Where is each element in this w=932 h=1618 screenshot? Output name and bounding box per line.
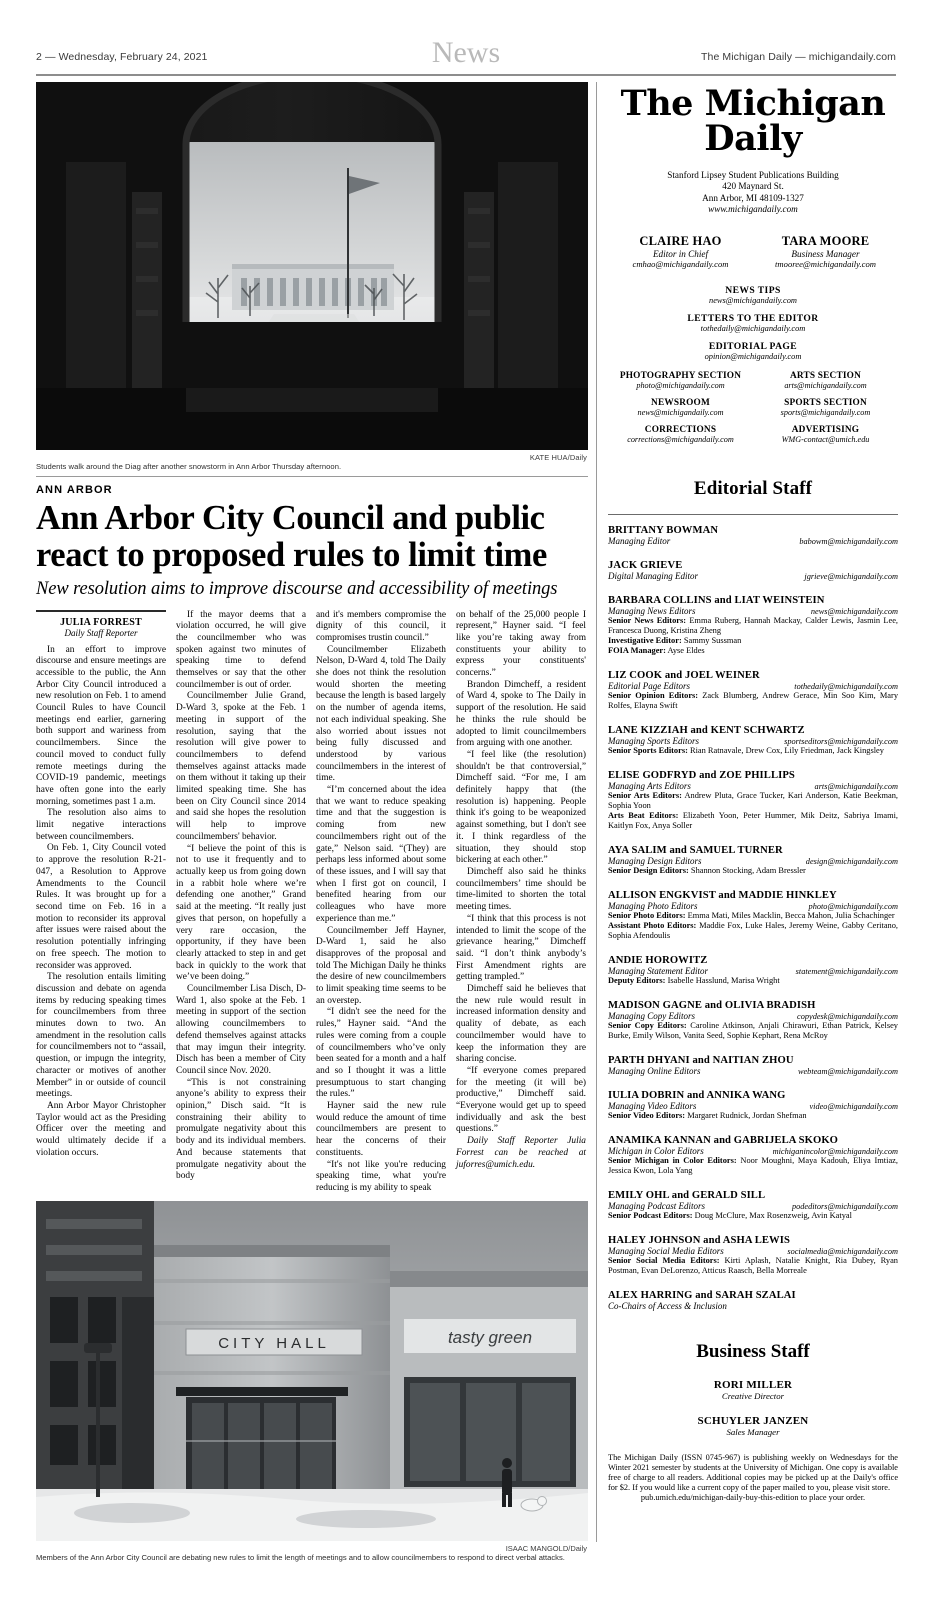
staff-block: [608, 1235, 898, 1276]
editorial-staff-rule: [608, 514, 898, 515]
publication-address: [608, 170, 898, 216]
contact-heading: LETTERS TO THE EDITOR: [687, 312, 819, 324]
page-folio: [36, 36, 896, 70]
staff-block-role-row: [608, 1066, 898, 1076]
section-contacts: [608, 371, 898, 452]
staff-block-email[interactable]: photo@michigandaily.com: [808, 901, 898, 911]
section-heading: SPORTS SECTION: [784, 397, 867, 408]
business-person-role: Sales Manager: [726, 1426, 780, 1437]
section-heading: CORRECTIONS: [644, 424, 717, 435]
staff-block-names: LIZ COOK and JOEL WEINER: [608, 669, 760, 681]
staff-block-email[interactable]: socialmedia@michigandaily.com: [787, 1246, 898, 1256]
byline-rule: [36, 610, 166, 612]
staff-block-role: Co-Chairs of Access & Inclusion: [608, 1300, 727, 1311]
diag-photo-artwork: [36, 82, 588, 450]
editorial-staff-title: Editorial Staff: [693, 477, 813, 499]
staff-block-names: ELISE GODFRYD and ZOE PHILLIPS: [608, 769, 795, 781]
diag-photo-caption: Students walk around the Diag after another snowstorm in Ann Arbor Thursday afternoon.: [36, 462, 342, 471]
contact-heading: EDITORIAL PAGE: [708, 340, 798, 352]
section-heading: ARTS SECTION: [789, 370, 862, 381]
leader-business-manager: [753, 234, 898, 269]
staff-block: [608, 1290, 898, 1311]
paragraph: Brandon Dimcheff, a resident of Ward 4, spoke to The Daily in support of the resolution. He said he thinks the rule should be adopted to limit councilmembers from arguing with one another.: [456, 679, 586, 749]
staff-block-subline: Senior Sports Editors: Rian Ratnavale, Drew Cox, Lily Friedman, Jack Kingsley: [608, 745, 884, 755]
business-person: [608, 1379, 898, 1401]
folio-publication: The Michigan Daily — michigandaily.com: [700, 51, 896, 63]
contact-heading: NEWS TIPS: [725, 284, 781, 296]
byline-author: JULIA FORREST: [60, 616, 142, 628]
staff-block-role: Managing Photo Editors: [608, 900, 698, 911]
masthead-column: [608, 82, 898, 1503]
staff-block: [608, 770, 898, 831]
business-person-name: RORI MILLER: [713, 1378, 793, 1391]
paragraph: Councilmember Jeff Hayner, D-Ward 1, said he also disapproves of the proposal and told The Michigan Daily he thinks the desire of new councilmembers to limit speaking time seems to be an overstep.: [316, 925, 446, 1006]
staff-block-email[interactable]: jgrieve@michigandaily.com: [804, 571, 898, 581]
website-url[interactable]: www.michigandaily.com: [708, 204, 798, 215]
staff-block-email[interactable]: arts@michigandaily.com: [814, 781, 898, 791]
leader-email[interactable]: tmooree@michigandaily.com: [775, 258, 876, 269]
storefront-sign-text: tasty green: [447, 1327, 533, 1347]
staff-block-role: Digital Managing Editor: [608, 570, 698, 581]
folio-section-word: News: [431, 36, 501, 69]
staff-block-subline: Senior Opinion Editors: Zack Blumberg, Andrew Gerace, Min Soo Kim, Mary Rolfes, Elayna Swift: [608, 690, 899, 710]
staff-block-subline: Senior News Editors: Emma Ruberg, Hannah Mackay, Calder Lewis, Jasmin Lee, Francesca Duong, Kristina Zheng: [608, 615, 899, 635]
staff-block-role-row: [608, 536, 898, 546]
editorial-staff-list: [608, 525, 898, 1311]
business-person: [608, 1415, 898, 1437]
diag-photo: [36, 82, 588, 450]
paragraph: “I believe the point of this is not to use it frequently and to actually keep us from going down in a rabbit hole where we’re defending one another,” Grand said at the meeting. “It really just gives that person, on hopefully a very rare occasion, the opportunity, if they have been clearly attacked to step in and get back in quickly to the work that we’ve been doing.”: [176, 843, 306, 983]
staff-block: [608, 1190, 898, 1221]
paragraph: “It's not like you're reducing speaking time, what you're reducing is my ability to speak: [316, 1159, 446, 1193]
staff-block: [608, 725, 898, 756]
business-person-name: SCHUYLER JANZEN: [697, 1414, 809, 1427]
paragraph: “I didn't see the need for the rules,” Hayner said. “And the rules were coming from a couple of councilmembers who’ve only been seated for a month and a half and so I thought it was a little presumptuous to start changing the rules.”: [316, 1007, 446, 1100]
staff-block-subline: Senior Design Editors: Shannon Stocking, Adam Bressler: [608, 865, 806, 875]
paragraph: Councilmember Julie Grand, D-Ward 3, spoke at the Feb. 1 meeting in support of the resolution, saying that the resolution will give power to councilmembers to defend themselves against attacks made on them without it taking up their limited speaking time. She has been on City Council since 2014 and said she hopes the resolution will help to improve councilmembers' behavior.: [176, 691, 306, 842]
business-staff-title: Business Staff: [696, 1340, 810, 1362]
paragraph: Dimcheff also said he thinks councilmembers’ time should be time-limited to shorten the total meeting times.: [456, 867, 586, 913]
staff-block-names: HALEY JOHNSON and ASHA LEWIS: [608, 1234, 790, 1246]
staff-block-role-row: [608, 736, 898, 746]
column-divider: [596, 82, 597, 1542]
staff-block-subline: Senior Photo Editors: Emma Mati, Miles Macklin, Becca Mahon, Julia Schachinger: [608, 910, 895, 920]
staff-block: [608, 1000, 898, 1041]
city-hall-photo-artwork: [36, 1201, 588, 1541]
leader-name: CLAIRE HAO: [639, 233, 722, 248]
staff-block-names: ALEX HARRING and SARAH SZALAI: [608, 1289, 796, 1301]
staff-block-role: Managing News Editors: [608, 605, 696, 616]
staff-block-role-row: [608, 1146, 898, 1156]
staff-block: [608, 955, 898, 986]
article-column-3: [316, 610, 446, 1195]
business-person-role: Creative Director: [721, 1390, 785, 1401]
reporter-contact: Daily Staff Reporter Julia Forrest can be reached at juforres@umich.edu.: [456, 1136, 586, 1170]
caption-rule: [36, 476, 588, 477]
folio-rule: [36, 74, 896, 76]
paragraph: Councilmember Lisa Disch, D-Ward 1, also spoke at the Feb. 1 meeting in support of the section allowing councilmembers to defend themselves against attacks that may imgun their integrity. Disch has been a member of City Council since Nov. 2020.: [176, 984, 306, 1076]
article-kicker: ANN ARBOR: [36, 484, 113, 496]
staff-block-role: Managing Social Media Editors: [608, 1245, 724, 1256]
staff-block-names: AYA SALIM and SAMUEL TURNER: [608, 844, 783, 856]
section-email[interactable]: corrections@michigandaily.com: [627, 434, 734, 444]
paragraph: Hayner said the new rule would reduce the amount of time councilmembers are present to hear the concerns of their constituents.: [316, 1101, 446, 1158]
section-heading: ADVERTISING: [791, 424, 860, 435]
staff-block-subline: Senior Podcast Editors: Doug McClure, Max Rosenzweig, Avin Katyal: [608, 1210, 852, 1220]
colophon-last-line: pub.umich.edu/michigan-daily-buy-this-edition to place your order.: [640, 1492, 866, 1502]
section-email[interactable]: arts@michigandaily.com: [784, 380, 867, 390]
paragraph: The resolution entails limiting discussion and debate on agenda items by reducing speaking times for councilmembers from three minutes down to two. An amendment in the resolution calls for councilmembers not to “assail, question, or impugn the integrity, character or motives of another Member” in or outside of council meetings.: [36, 972, 166, 1100]
article-subhead: New resolution aims to improve discourse and accessibility of meetings: [36, 578, 558, 599]
staff-block-email[interactable]: news@michigandaily.com: [810, 606, 898, 616]
paragraph: “I think that this process is not intended to limit the scope of the grievance hearing,” Dimcheff said. “I don’t think anybody’s First Amendment rights are getting trampled.”: [456, 913, 586, 983]
leader-role: Editor in Chief: [652, 248, 709, 259]
staff-block-subline: Deputy Editors: Isabelle Hasslund, Marisa Wright: [608, 975, 780, 985]
staff-block-role-row: [608, 966, 898, 976]
paragraph: The resolution also aims to limit negative interactions between councilmembers.: [36, 808, 166, 842]
staff-block-role-row: [608, 901, 898, 911]
staff-block-role-row: [608, 856, 898, 866]
paragraph: on behalf of the 25,000 people I represent,” Hayner said. “I feel like you’re taking away from constituents your ability to express your constituents' concerns.”: [456, 609, 586, 679]
paragraph: On Feb. 1, City Council voted to approve the resolution R-21-047, a Resolution to Approve Amendments to the Council Rules. It was brought up for a second time on Feb. 16 in a motion to reconsider its approval after issues were raised about the resolution potentially infringing on free speech. The motion to reconsider was approved.: [36, 843, 166, 971]
section-heading: NEWSROOM: [651, 397, 710, 408]
section-email[interactable]: WMG-contact@umich.edu: [781, 434, 870, 444]
staff-block-role: Managing Statement Editor: [608, 965, 708, 976]
staff-block-email[interactable]: michiganincolor@michigandaily.com: [772, 1146, 898, 1156]
staff-block: [608, 1135, 898, 1176]
staff-block-names: EMILY OHL and GERALD SILL: [608, 1189, 766, 1201]
leader-email[interactable]: cmhao@michigandaily.com: [632, 258, 729, 269]
staff-block-names: PARTH DHYANI and NAITIAN ZHOU: [608, 1054, 794, 1066]
city-hall-sign-text: CITY HALL: [218, 1334, 330, 1352]
staff-block-subline: Senior Michigan in Color Editors: Noor Moughni, Maya Kadouh, Eliya Imtiaz, Jessica Kwon, Lola Yang: [608, 1155, 898, 1175]
staff-block-role: Managing Copy Editors: [608, 1010, 695, 1021]
paragraph: In an effort to improve discourse and ensure meetings are accessible to the public, the Ann Arbor City Council introduced a new resolution on Feb. 1 to amend Council Rules to have Council meetings end earlier, garnering both support and wariness from councilmembers. Since the council moved to conduct fully remote meetings during the COVID-19 pandemic, meetings have often gone into the early morning, sometimes past 1 a.m.: [36, 644, 166, 807]
staff-block-role: Editorial Page Editors: [608, 680, 690, 691]
staff-block-role-row: [608, 1011, 898, 1021]
article-body: [36, 610, 588, 1195]
staff-block: [608, 595, 898, 656]
paragraph: If the mayor deems that a violation occurred, he will give the councilmember who was spoken against two minutes of speaking time to defend themselves or say that the other councilmember is out of order.: [176, 609, 306, 690]
staff-block-subline: Senior Copy Editors: Caroline Atkinson, Anjali Chirawuri, Ethan Patrick, Kelsey Burke, Emily Wilson, Vanita Seed, Sophie Kephart, Rena McRoy: [608, 1020, 898, 1040]
contact-tips: [608, 285, 898, 361]
colophon: [608, 1453, 898, 1503]
section-heading: PHOTOGRAPHY SECTION: [619, 370, 742, 381]
paragraph: “This is not constraining anyone’s ability to express their opinion,” Disch said. “It is constraining their ability to promulgate negativity about this body and its individual members. And because statements that promulgate negativity about the body: [176, 1077, 306, 1182]
contact-email[interactable]: opinion@michigandaily.com: [704, 351, 802, 361]
staff-block-names: ANAMIKA KANNAN and GABRIJELA SKOKO: [608, 1134, 839, 1146]
paragraph: “If everyone comes prepared for the meeting (it will be) productive,” Dimcheff said. “Everyone would get up to speed individually and ask the best questions.”: [456, 1065, 586, 1135]
staff-block-names: MADISON GAGNE and OLIVIA BRADISH: [608, 999, 816, 1011]
leader-name: TARA MOORE: [781, 233, 870, 248]
staff-block-names: ALLISON ENGKVIST and MADDIE HINKLEY: [608, 889, 837, 901]
staff-block-role: Managing Video Editors: [608, 1100, 697, 1111]
staff-block-role-row: [608, 606, 898, 616]
article-column-4: [456, 610, 586, 1195]
city-hall-photo-caption: Members of the Ann Arbor City Council are debating new rules to limit the length of meetings and to allow councilmembers to respond to direct verbal attacks.: [36, 1552, 565, 1562]
staff-block-role: Managing Online Editors: [608, 1065, 701, 1076]
staff-block: [608, 890, 898, 941]
paragraph: “I’m concerned about the idea that we want to reduce speaking time and that the suggestion is coming from new councilmembers right out of the gate,” Nelson said. “(They) are perhaps less informed about some of these issues, and I will say that when I first got on council, I benefited hearing from our colleagues who have more experience than me.”: [316, 785, 446, 924]
paragraph: “I feel like (the resolution) shouldn't be that controversial,” Dimcheff said. “For me, I am definitely happy that (the resolution is) happening. People think it's going to be weaponized against something, but I don't see it. I think regardless of the situation, they should stop bickering at each other.”: [456, 749, 586, 866]
staff-block-role: Managing Sports Editors: [608, 735, 700, 746]
contact-email[interactable]: tothedaily@michigandaily.com: [700, 323, 806, 333]
paragraph: Ann Arbor Mayor Christopher Taylor would act as the Presiding Officer over the meeting and would ultimately decide if a violation occurs.: [36, 1100, 166, 1158]
staff-block: [608, 560, 898, 581]
staff-block-subline: Senior Arts Editors: Andrew Pluta, Grace Tucker, Kari Anderson, Katie Beekman, Sophia Yoon: [608, 790, 898, 810]
staff-block-email[interactable]: sportseditors@michigandaily.com: [784, 736, 898, 746]
article-column-1: [36, 610, 166, 1195]
staff-block-role-row: [608, 681, 898, 691]
staff-block-subline: FOIA Manager: Ayse Eldes: [608, 645, 705, 655]
staff-block-names: BARBARA COLLINS and LIAT WEINSTEIN: [608, 594, 825, 606]
staff-block-role: Managing Arts Editors: [608, 780, 691, 791]
byline-role: Daily Staff Reporter: [64, 627, 138, 638]
staff-block-subline: Senior Video Editors: Margaret Rudnick, Jordan Shefman: [608, 1110, 807, 1120]
paragraph: Councilmember Elizabeth Nelson, D-Ward 4, told The Daily she does not think the resolution would shorten the meeting because the length is based largely on the number of agenda items, not each individual speaking. She also worried about issues not being fully discussed and understood by various councilmembers in the interest of time.: [316, 644, 446, 784]
staff-block-role: Managing Design Editors: [608, 855, 702, 866]
colophon-body: The Michigan Daily (ISSN 0745-967) is publishing weekly on Wednesdays for the Winter 2021 semester by students at the University of Michigan. One copy is available free of charge to all readers. Additional copies may be picked up at the Daily's office for $2. If you would like a current copy of the paper mailed to you, please visit store.: [608, 1452, 898, 1492]
article-headline: Ann Arbor City Council and public react to proposed rules to limit time: [36, 499, 547, 574]
section-contacts-left: [608, 371, 753, 452]
staff-block-role: Michigan in Color Editors: [608, 1145, 704, 1156]
staff-block-role-row: [608, 571, 898, 581]
leader-role: Business Manager: [791, 248, 860, 259]
staff-block-role: Managing Podcast Editors: [608, 1200, 705, 1211]
staff-block-names: LANE KIZZIAH and KENT SCHWARTZ: [608, 724, 805, 736]
staff-block-email[interactable]: copydesk@michigandaily.com: [797, 1011, 898, 1021]
address-line: Ann Arbor, MI 48109-1327: [702, 192, 804, 203]
staff-block-email[interactable]: babowm@michigandaily.com: [799, 536, 898, 546]
staff-block-email[interactable]: design@michigandaily.com: [805, 856, 898, 866]
top-leaders: [608, 234, 898, 269]
folio-date: 2 — Wednesday, February 24, 2021: [36, 51, 208, 63]
staff-block: [608, 525, 898, 546]
staff-block-email[interactable]: webteam@michigandaily.com: [797, 1066, 898, 1076]
staff-block-subline: Arts Beat Editors: Elizabeth Yoon, Peter Hummer, Mik Deitz, Sabriya Imami, Kaitlyn Fox, Anya Soller: [608, 810, 898, 830]
staff-block-email[interactable]: podeditors@michigandaily.com: [791, 1201, 898, 1211]
section-email[interactable]: photo@michigandaily.com: [636, 380, 725, 390]
staff-block-names: JACK GRIEVE: [608, 559, 683, 571]
staff-block-subline: Senior Social Media Editors: Kirti Aplash, Natalie Knight, Ria Dubey, Ryan Postman, Evan DeLorenzo, Atticus Raasch, Bella Morreale: [608, 1255, 898, 1275]
staff-block-names: BRITTANY BOWMAN: [608, 524, 719, 536]
staff-block: [608, 845, 898, 876]
staff-block-names: IULIA DOBRIN and ANNIKA WANG: [608, 1089, 786, 1101]
staff-block-subline: Assistant Photo Editors: Maddie Fox, Luke Hales, Jeremy Weine, Gabby Ceritano, Sophia Afendoulis: [608, 920, 899, 940]
staff-block-email[interactable]: statement@michigandaily.com: [795, 966, 898, 976]
address-line: Stanford Lipsey Student Publications Building: [667, 170, 839, 180]
staff-block-role-row: [608, 1301, 898, 1311]
staff-block-subline: Investigative Editor: Sammy Sussman: [608, 635, 742, 645]
staff-block-role-row: [608, 781, 898, 791]
staff-block: [608, 670, 898, 711]
city-hall-photo: [36, 1201, 588, 1541]
staff-block-email[interactable]: video@michigandaily.com: [809, 1101, 898, 1111]
staff-block-role-row: [608, 1201, 898, 1211]
staff-block-email[interactable]: tothedaily@michigandaily.com: [794, 681, 898, 691]
contact-email[interactable]: news@michigandaily.com: [709, 295, 797, 305]
nameplate-text: The Michigan Daily: [620, 83, 886, 159]
city-hall-photo-credit: ISAAC MANGOLD/Daily: [505, 1543, 587, 1553]
editorial-column: [36, 82, 588, 1562]
section-email[interactable]: sports@michigandaily.com: [780, 407, 871, 417]
leader-editor-in-chief: [608, 234, 753, 269]
staff-block-role: Managing Editor: [608, 535, 671, 546]
section-email[interactable]: news@michigandaily.com: [637, 407, 724, 417]
staff-block-names: ANDIE HOROWITZ: [608, 954, 708, 966]
diag-photo-credit: KATE HUA/Daily: [529, 453, 587, 462]
nameplate: [608, 83, 898, 159]
paragraph: Dimcheff said he believes that the new rule would result in increased information density and quality of debate, as each councilmember would have to keep the information they are sharing concise.: [456, 984, 586, 1065]
staff-block: [608, 1090, 898, 1121]
section-contacts-right: [753, 371, 898, 452]
article-column-2: [176, 610, 306, 1195]
staff-block-role-row: [608, 1101, 898, 1111]
address-line: 420 Maynard St.: [722, 181, 784, 192]
staff-block-role-row: [608, 1246, 898, 1256]
paragraph: and it's members compromise the dignity of this council, it compromises trustin council.”: [316, 609, 446, 643]
staff-block: [608, 1055, 898, 1076]
